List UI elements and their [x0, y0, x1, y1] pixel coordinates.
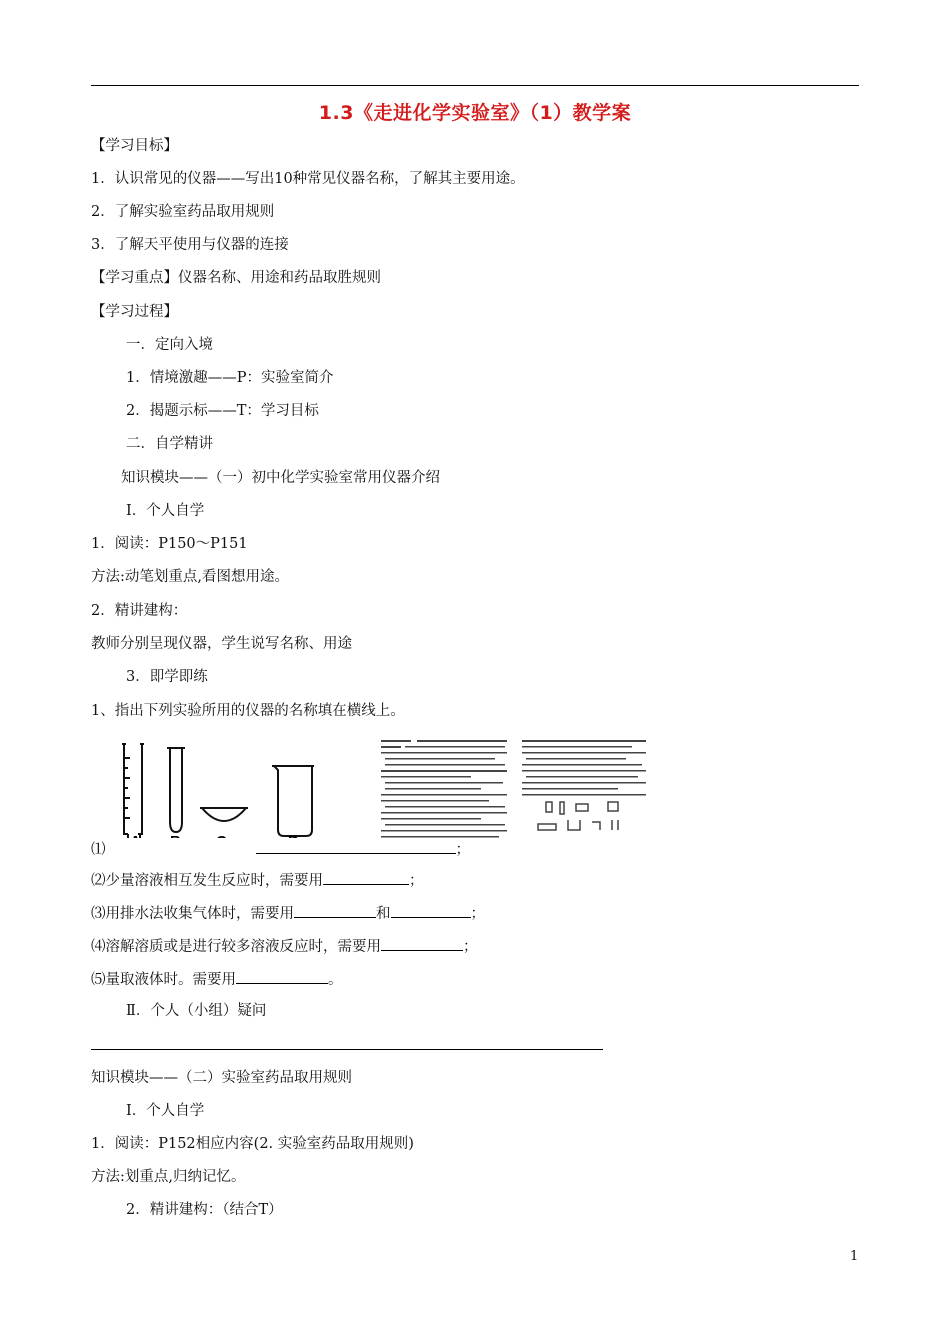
question-2-suffix: ； — [409, 873, 424, 889]
answer-line[interactable] — [91, 1049, 603, 1050]
practice-heading: 3．即学即练 — [126, 669, 208, 685]
page-title: 1.3《走进化学实验室》（1）教学案 — [318, 102, 632, 124]
question-5 — [91, 968, 343, 990]
graduated-cylinder-icon — [122, 744, 144, 842]
beaker-icon — [272, 766, 314, 836]
question-3 — [91, 902, 485, 924]
objective-item-2: 2．了解实验室药品取用规则 — [91, 204, 275, 220]
question-4 — [91, 935, 478, 957]
test-tube-icon — [167, 748, 185, 832]
method2-line: 方法:划重点,归纳记忆。 — [91, 1169, 246, 1185]
self-study-1-heading: Ⅰ．个人自学 — [126, 503, 205, 519]
question-4-blank[interactable] — [381, 935, 463, 951]
question-1-prefix: ⑴ — [91, 842, 106, 858]
method1-line: 方法:动笔划重点,看图想用途。 — [91, 569, 289, 585]
focus-text: 仪器名称、用途和药品取胜规则 — [178, 270, 381, 286]
question-1-suffix: ； — [455, 842, 470, 858]
question-3-and: 和 — [376, 906, 391, 922]
part1-heading: 一．定向入境 — [126, 337, 213, 353]
objectives-heading: 【学习目标】 — [91, 138, 178, 154]
build2-line: 2．精讲建构：（结合T） — [126, 1202, 283, 1218]
question-2 — [91, 869, 424, 891]
question-5-suffix: 。 — [328, 972, 343, 988]
build1-text: 教师分别呈现仪器，学生说写名称、用途 — [91, 636, 352, 652]
page-number: 1 — [850, 1249, 859, 1264]
part1-item-2: 2．揭题示标——T：学习目标 — [126, 403, 319, 419]
question-3-text: ⑶用排水法收集气体时，需要用 — [91, 906, 294, 922]
module2-heading: 知识模块——（二）实验室药品取用规则 — [91, 1070, 352, 1086]
scanned-page-thumbnail-2 — [520, 738, 648, 836]
question-3-blank-2[interactable] — [391, 902, 471, 918]
question-5-text: ⑸量取液体时。需要用 — [91, 972, 236, 988]
exercise-intro: 1、指出下列实验所用的仪器的名称填在横线上。 — [91, 703, 405, 719]
question-4-text: ⑷溶解溶质或是进行较多溶液反应时，需要用 — [91, 939, 381, 955]
objective-item-1: 1．认识常见的仪器——写出10种常见仪器名称，了解其主要用途。 — [91, 171, 525, 187]
question-2-text: ⑵少量溶液相互发生反应时，需要用 — [91, 873, 323, 889]
build1-line: 2．精讲建构： — [91, 603, 188, 619]
question-1-blank[interactable] — [256, 838, 456, 854]
question-4-suffix: ； — [463, 939, 478, 955]
question-2-blank[interactable] — [323, 869, 409, 885]
questions-group-heading: Ⅱ．个人（小组）疑问 — [126, 1003, 267, 1019]
part2-heading: 二．自学精讲 — [126, 436, 213, 452]
instrument-figure — [118, 738, 328, 850]
self-study-2-heading: Ⅰ．个人自学 — [126, 1103, 205, 1119]
module1-heading: 知识模块——（一）初中化学实验室常用仪器介绍 — [121, 470, 440, 486]
part1-item-1: 1．情境激趣——P：实验室简介 — [126, 370, 334, 386]
question-5-blank[interactable] — [236, 968, 328, 984]
read2-line: 1．阅读：P152相应内容(2. 实验室药品取用规则) — [91, 1136, 414, 1152]
process-heading: 【学习过程】 — [91, 304, 178, 320]
focus-line — [91, 268, 381, 288]
focus-heading: 【学习重点】 — [91, 270, 178, 286]
objective-item-3: 3．了解天平使用与仪器的连接 — [91, 237, 289, 253]
question-1 — [91, 838, 470, 860]
question-3-blank-1[interactable] — [294, 902, 376, 918]
header-rule — [91, 85, 859, 86]
scanned-page-thumbnail-1 — [379, 738, 509, 840]
evaporating-dish-icon — [200, 808, 248, 821]
question-3-suffix: ； — [470, 906, 485, 922]
read1-line: 1．阅读：P150～P151 — [91, 536, 248, 552]
